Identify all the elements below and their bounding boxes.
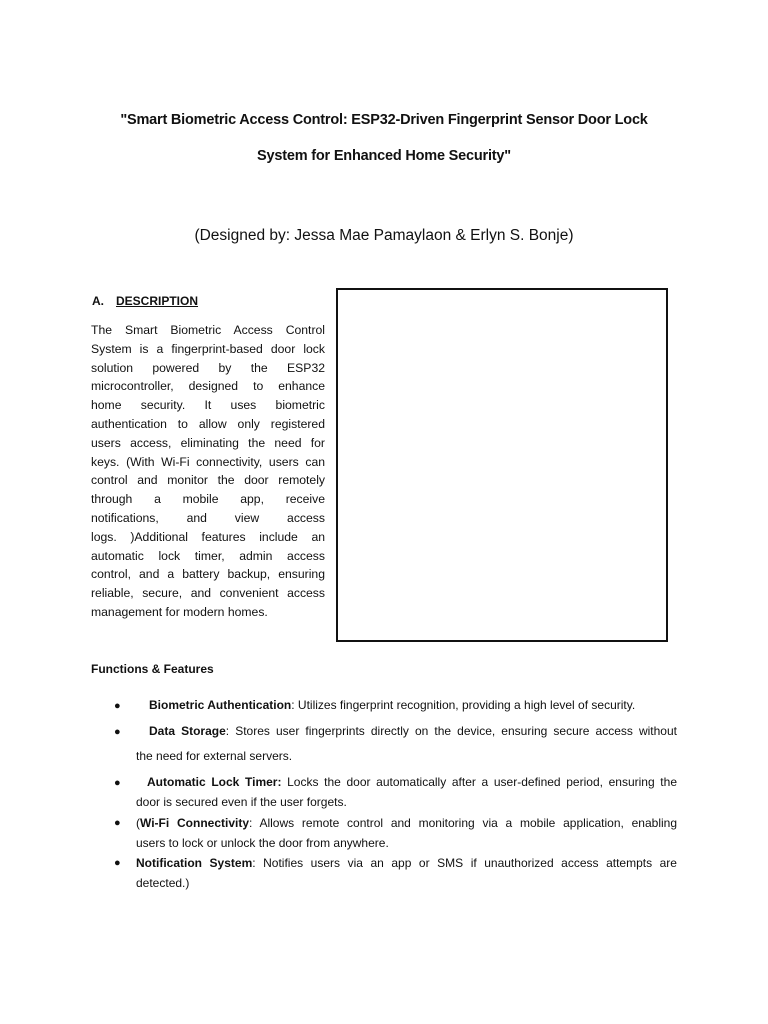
feature-label: Wi-Fi Connectivity	[140, 816, 250, 830]
feature-label: Notification System	[136, 856, 253, 870]
description-line: through a mobile app, receive	[91, 492, 325, 507]
description-line: authentication to allow only registered	[91, 416, 325, 431]
feature-label: Biometric Authentication	[149, 698, 292, 712]
description-line: keys. (With Wi-Fi connectivity, users can	[91, 454, 325, 469]
features-heading: Functions & Features	[91, 662, 214, 676]
description-line: solution powered by the ESP32	[91, 360, 325, 375]
description-line: The Smart Biometric Access Control	[91, 323, 325, 337]
feature-label: Data Storage	[149, 724, 226, 738]
description-line: microcontroller, designed to enhance	[91, 379, 325, 394]
description-line: automatic lock timer, admin access	[91, 548, 325, 563]
description-line: management for modern homes.	[91, 604, 268, 619]
image-placeholder-box	[336, 288, 668, 642]
bullet-icon: ●	[114, 817, 121, 829]
feature-text-continued: detected.)	[136, 876, 190, 890]
section-letter: A.	[92, 294, 104, 308]
feature-label: Automatic Lock Timer:	[147, 775, 282, 789]
feature-text: : Stores user fingerprints directly on the device, ensuring secure access without	[225, 724, 677, 738]
description-line: control, and a battery backup, ensuring	[91, 567, 325, 582]
feature-text-continued: the need for external servers.	[136, 749, 293, 763]
bullet-icon: ●	[114, 777, 121, 789]
description-line: reliable, secure, and convenient access	[91, 586, 325, 601]
bullet-icon: ●	[114, 857, 121, 869]
document-title-line-1: "Smart Biometric Access Control: ESP32-Driven Fingerprint Sensor Door Lock	[120, 112, 648, 128]
description-line: home security. It uses biometric	[91, 398, 325, 413]
feature-text-continued: door is secured even if the user forgets.	[136, 795, 347, 809]
feature-prefix: (	[136, 816, 140, 830]
description-paragraph	[91, 321, 325, 622]
bullet-icon: ●	[114, 726, 121, 738]
description-line: control and monitor the door remotely	[91, 473, 325, 488]
description-line: System is a fingerprint-based door lock	[91, 341, 325, 356]
document-title-line-2: System for Enhanced Home Security"	[257, 148, 511, 164]
section-heading	[92, 294, 198, 308]
feature-text: : Notifies users via an app or SMS if unauthorized access attempts are	[252, 856, 677, 870]
feature-text-continued: users to lock or unlock the door from anywhere.	[136, 836, 389, 850]
designed-by: (Designed by: Jessa Mae Pamaylaon & Erlyn S. Bonje)	[194, 227, 574, 244]
feature-text: : Allows remote control and monitoring via a mobile application, enabling	[249, 816, 677, 830]
description-line: users access, eliminating the need for	[91, 435, 325, 450]
bullet-icon: ●	[114, 700, 121, 712]
section-title: DESCRIPTION	[116, 294, 199, 308]
feature-text: : Utilizes fingerprint recognition, providing a high level of security.	[291, 698, 636, 712]
feature-text: Locks the door automatically after a user-defined period, ensuring the	[281, 775, 677, 789]
description-line: notifications, and view access	[91, 510, 325, 525]
description-line: logs. )Additional features include an	[91, 529, 325, 544]
